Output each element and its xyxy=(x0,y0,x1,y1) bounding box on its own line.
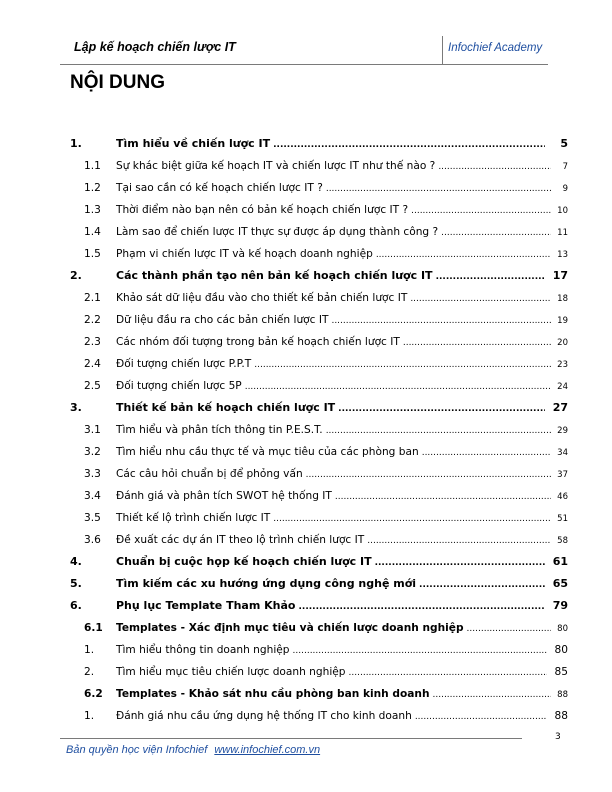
toc-entry-number: 3.1 xyxy=(84,424,101,436)
toc-dot-leader xyxy=(415,712,547,722)
page-title: NỘI DUNG xyxy=(70,72,165,93)
toc-dot-leader xyxy=(422,448,551,458)
toc-dot-leader xyxy=(273,140,545,150)
toc-entry-page: 80 xyxy=(554,644,568,656)
toc-entry-page: 37 xyxy=(557,470,568,480)
toc-entry[interactable] xyxy=(70,370,568,392)
toc-dot-leader xyxy=(419,580,545,590)
toc-entry-page: 5 xyxy=(560,137,568,150)
toc-entry-number: 1.4 xyxy=(84,226,101,238)
toc-dot-leader xyxy=(367,536,551,546)
toc-entry-title: Tìm hiểu thông tin doanh nghiệp xyxy=(116,644,290,656)
header-brand: Infochief Academy xyxy=(448,42,543,54)
toc-entry-page: 7 xyxy=(562,162,568,172)
toc-entry-page: 9 xyxy=(562,184,568,194)
toc-entry-page: 27 xyxy=(552,401,568,414)
toc-entry-number: 6.2 xyxy=(84,688,103,700)
toc-entry-number: 3.6 xyxy=(84,534,101,546)
toc-entry-page: 46 xyxy=(557,492,568,502)
toc-entry[interactable] xyxy=(70,502,568,524)
toc-dot-leader xyxy=(410,294,551,304)
footer-copyright: Bản quyền học viện Infochief xyxy=(66,744,208,756)
toc-dot-leader xyxy=(331,316,551,326)
toc-entry[interactable] xyxy=(70,348,568,370)
toc-entry[interactable] xyxy=(70,546,568,568)
toc-entry-number: 1.1 xyxy=(84,160,101,172)
toc-entry-title: Templates - Khảo sát nhu cầu phòng ban kinh doanh xyxy=(116,688,430,700)
toc-entry-title: Đánh giá và phân tích SWOT hệ thống IT xyxy=(116,490,332,502)
toc-entry-title: Các thành phần tạo nên bản kế hoạch chiến lược IT xyxy=(116,269,433,282)
toc-entry-title: Chuẩn bị cuộc họp kế hoạch chiến lược IT xyxy=(116,555,372,568)
toc-entry-number: 2.1 xyxy=(84,292,101,304)
toc-entry-page: 88 xyxy=(557,690,568,700)
toc-entry-number: 1.2 xyxy=(84,182,101,194)
toc-entry-title: Tại sao cần có kế hoạch chiến lược IT ? xyxy=(116,182,323,194)
toc-entry-page: 58 xyxy=(557,536,568,546)
page-number: 3 xyxy=(555,732,561,742)
toc-entry-page: 11 xyxy=(557,228,568,238)
toc-dot-leader xyxy=(293,646,547,656)
toc-entry-page: 23 xyxy=(557,360,568,370)
toc-entry[interactable] xyxy=(70,282,568,304)
toc-entry[interactable] xyxy=(70,700,568,722)
header-divider xyxy=(442,36,443,64)
toc-entry-number: 3.2 xyxy=(84,446,101,458)
toc-entry[interactable] xyxy=(70,634,568,656)
toc-dot-leader xyxy=(245,382,551,392)
toc-entry-page: 79 xyxy=(552,599,568,612)
toc-entry-number: 3. xyxy=(70,401,82,414)
toc-entry-number: 3.3 xyxy=(84,468,101,480)
toc-dot-leader xyxy=(467,624,551,634)
toc-entry[interactable] xyxy=(70,260,568,282)
toc-entry-title: Các nhóm đối tượng trong bản kế hoạch chiến lược IT xyxy=(116,336,400,348)
toc-entry-number: 6. xyxy=(70,599,82,612)
toc-entry-page: 10 xyxy=(557,206,568,216)
toc-entry-number: 1. xyxy=(84,710,95,722)
page-header xyxy=(60,36,550,64)
toc-entry[interactable] xyxy=(70,172,568,194)
toc-entry-page: 18 xyxy=(557,294,568,304)
toc-entry-number: 6.1 xyxy=(84,622,103,634)
toc-entry-page: 88 xyxy=(554,710,568,722)
toc-entry-title: Tìm hiểu mục tiêu chiến lược doanh nghiệp xyxy=(116,666,346,678)
toc-entry-number: 1.5 xyxy=(84,248,101,260)
header-title: Lập kế hoạch chiến lược IT xyxy=(74,40,236,54)
toc-entry-number: 2.4 xyxy=(84,358,101,370)
toc-entry-title: Phụ lục Template Tham Khảo xyxy=(116,599,296,612)
toc-entry-page: 13 xyxy=(557,250,568,260)
toc-entry-title: Đánh giá nhu cầu ứng dụng hệ thống IT cho kinh doanh xyxy=(116,710,412,722)
toc-dot-leader xyxy=(436,272,545,282)
toc-dot-leader xyxy=(376,250,551,260)
toc-dot-leader xyxy=(298,602,545,612)
toc-entry[interactable] xyxy=(70,480,568,502)
toc-entry-page: 19 xyxy=(557,316,568,326)
toc-entry-title: Templates - Xác định mục tiêu và chiến lược doanh nghiệp xyxy=(116,622,464,634)
toc-dot-leader xyxy=(326,184,551,194)
toc-entry-page: 17 xyxy=(552,269,568,282)
toc-entry-number: 5. xyxy=(70,577,82,590)
toc-entry-title: Khảo sát dữ liệu đầu vào cho thiết kế bản chiến lược IT xyxy=(116,292,408,304)
toc-dot-leader xyxy=(375,558,545,568)
toc-entry-number: 2. xyxy=(70,269,82,282)
toc-entry-title: Tìm hiểu nhu cầu thực tế và mục tiêu của các phòng ban xyxy=(116,446,419,458)
toc-entry-number: 1. xyxy=(84,644,95,656)
toc-entry-number: 2.3 xyxy=(84,336,101,348)
toc-entry[interactable] xyxy=(70,392,568,414)
toc-entry[interactable] xyxy=(70,238,568,260)
toc-dot-leader xyxy=(349,668,547,678)
toc-entry-title: Sự khác biệt giữa kế hoạch IT và chiến lược IT như thế nào ? xyxy=(116,160,436,172)
toc-entry-number: 2.5 xyxy=(84,380,101,392)
toc-entry[interactable] xyxy=(70,568,568,590)
toc-entry-title: Tìm hiểu và phân tích thông tin P.E.S.T. xyxy=(116,424,323,436)
footer xyxy=(66,744,320,756)
toc-entry-number: 1. xyxy=(70,137,82,150)
toc-dot-leader xyxy=(326,426,551,436)
toc-entry[interactable] xyxy=(70,656,568,678)
toc-entry[interactable] xyxy=(70,678,568,700)
toc-dot-leader xyxy=(254,360,551,370)
toc-entry-title: Đề xuất các dự án IT theo lộ trình chiến lược IT xyxy=(116,534,365,546)
toc-entry-number: 2. xyxy=(84,666,95,678)
toc-dot-leader xyxy=(411,206,551,216)
toc-entry[interactable] xyxy=(70,150,568,172)
toc-entry-page: 20 xyxy=(557,338,568,348)
toc-dot-leader xyxy=(306,470,551,480)
toc-entry-title: Tìm hiểu về chiến lược IT xyxy=(116,137,271,150)
footer-rule xyxy=(60,738,522,739)
toc-dot-leader xyxy=(335,492,551,502)
toc-entry-number: 3.5 xyxy=(84,512,101,524)
toc-entry-title: Đối tượng chiến lược 5P xyxy=(116,380,242,392)
toc-entry[interactable] xyxy=(70,194,568,216)
toc-entry-page: 29 xyxy=(557,426,568,436)
toc-dot-leader xyxy=(441,228,551,238)
toc-dot-leader xyxy=(433,690,552,700)
toc-entry-title: Thiết kế bản kế hoạch chiến lược IT xyxy=(116,401,336,414)
toc-entry[interactable] xyxy=(70,128,568,150)
toc-entry-number: 3.4 xyxy=(84,490,101,502)
toc-entry[interactable] xyxy=(70,436,568,458)
toc-entry-page: 85 xyxy=(554,666,568,678)
toc-entry[interactable] xyxy=(70,216,568,238)
toc-entry-page: 34 xyxy=(557,448,568,458)
toc-entry-page: 65 xyxy=(552,577,568,590)
toc-entry[interactable] xyxy=(70,590,568,612)
toc-dot-leader xyxy=(273,514,551,524)
toc-entry[interactable] xyxy=(70,414,568,436)
header-rule xyxy=(60,64,548,65)
toc-entry[interactable] xyxy=(70,458,568,480)
toc-entry-page: 51 xyxy=(557,514,568,524)
toc-entry-title: Các câu hỏi chuẩn bị để phỏng vấn xyxy=(116,468,303,480)
table-of-contents xyxy=(70,128,568,722)
toc-entry-number: 1.3 xyxy=(84,204,101,216)
toc-entry-title: Dữ liệu đầu ra cho các bản chiến lược IT xyxy=(116,314,329,326)
toc-entry-title: Thời điểm nào bạn nên có bản kế hoạch chiến lược IT ? xyxy=(116,204,409,216)
toc-entry-title: Đối tượng chiến lược P.P.T xyxy=(116,358,252,370)
toc-entry[interactable] xyxy=(70,326,568,348)
toc-entry-page: 61 xyxy=(552,555,568,568)
toc-entry-number: 4. xyxy=(70,555,82,568)
toc-entry[interactable] xyxy=(70,304,568,326)
toc-dot-leader xyxy=(338,404,545,414)
toc-entry-title: Làm sao để chiến lược IT thực sự được áp dụng thành công ? xyxy=(116,226,439,238)
toc-entry[interactable] xyxy=(70,524,568,546)
toc-entry-title: Thiết kế lộ trình chiến lược IT xyxy=(116,512,271,524)
toc-entry-title: Tìm kiếm các xu hướng ứng dụng công nghệ mới xyxy=(116,577,417,590)
toc-entry[interactable] xyxy=(70,612,568,634)
toc-dot-leader xyxy=(403,338,551,348)
toc-dot-leader xyxy=(438,162,551,172)
toc-entry-number: 2.2 xyxy=(84,314,101,326)
toc-entry-title: Phạm vi chiến lược IT và kế hoạch doanh nghiệp xyxy=(116,248,373,260)
toc-entry-page: 24 xyxy=(557,382,568,392)
toc-entry-page: 80 xyxy=(557,624,568,634)
footer-link[interactable]: www.infochief.com.vn xyxy=(214,744,321,756)
